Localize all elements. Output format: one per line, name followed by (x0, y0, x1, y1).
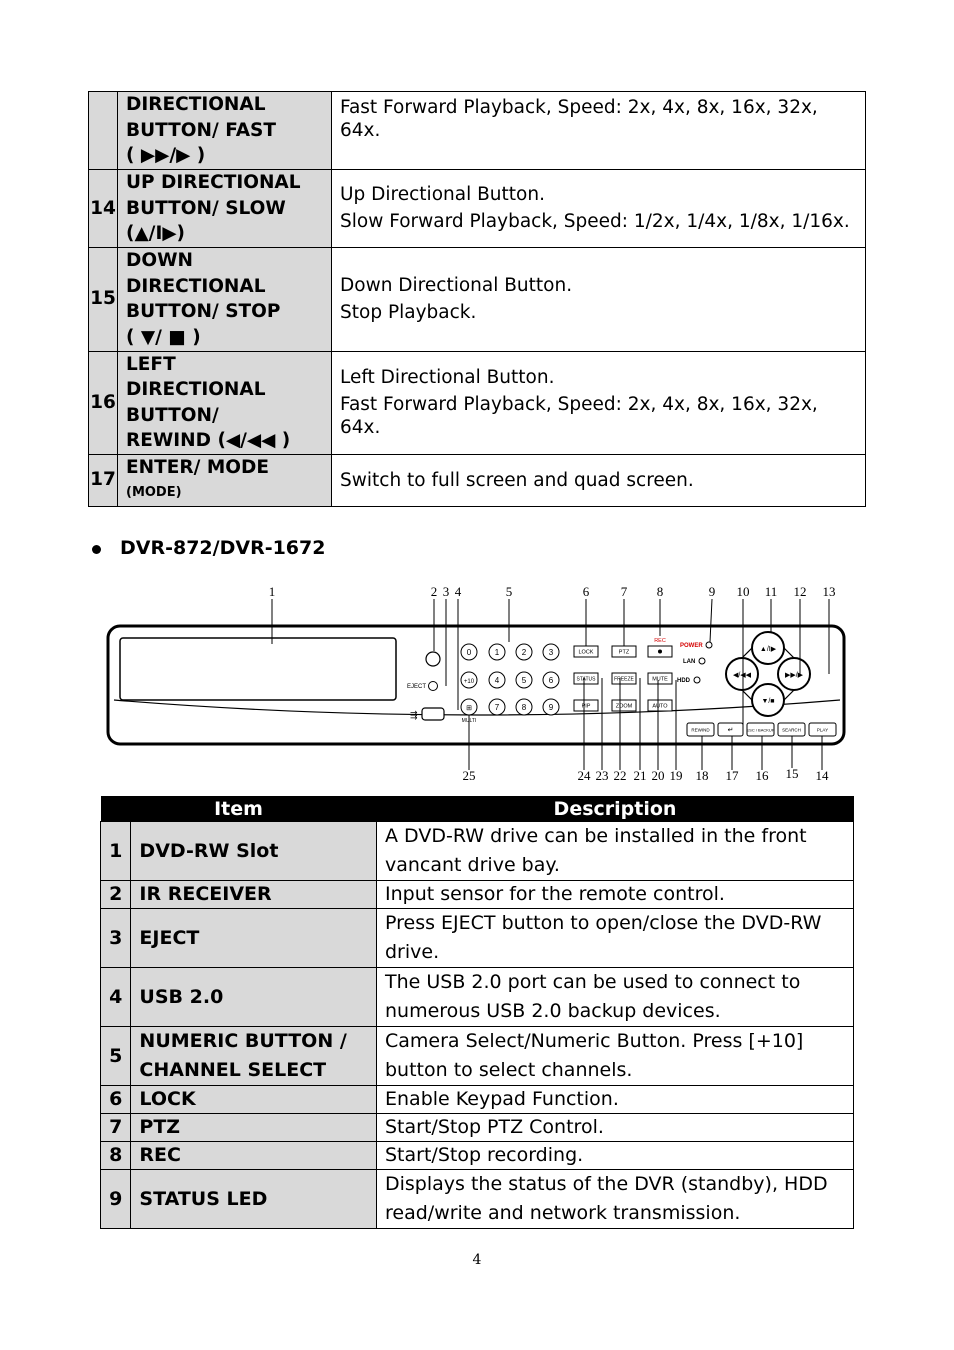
svg-text:21: 21 (633, 768, 647, 783)
usb-port (422, 708, 444, 720)
row-number: 14 (89, 170, 118, 248)
row-number: 16 (89, 351, 118, 454)
svg-text:19: 19 (669, 768, 683, 783)
item-description: The USB 2.0 port can be used to connect to numerous USB 2.0 backup devices. (377, 968, 854, 1027)
svg-text:25: 25 (462, 768, 476, 783)
button-description: Switch to full screen and quad screen. (332, 454, 866, 506)
svg-text:13: 13 (822, 584, 836, 599)
table-row (101, 1142, 854, 1170)
row-number: 17 (89, 454, 118, 506)
table-header-row (101, 796, 854, 822)
table-row (101, 822, 854, 881)
item-number: 5 (101, 1027, 131, 1086)
table-row (89, 454, 866, 506)
svg-text:23: 23 (595, 768, 609, 783)
item-name: REC (131, 1142, 377, 1170)
svg-text:14: 14 (815, 768, 829, 783)
usb-icon: ⇶ (410, 710, 418, 720)
item-number: 9 (101, 1170, 131, 1229)
svg-text:8: 8 (521, 703, 527, 712)
svg-text:3: 3 (548, 648, 554, 657)
svg-text:5: 5 (505, 584, 513, 599)
item-number: 2 (101, 881, 131, 909)
item-description: A DVD-RW drive can be installed in the front vancant drive bay. (377, 822, 854, 881)
eject-button (429, 682, 438, 691)
svg-text:↵: ↵ (727, 727, 734, 734)
svg-text:1: 1 (494, 648, 500, 657)
item-description: Start/Stop recording. (377, 1142, 854, 1170)
section-title: DVR-872/DVR-1672 (120, 537, 326, 559)
button-description: Fast Forward Playback, Speed: 2x, 4x, 8x, 16x, 32x, 64x. (332, 92, 866, 170)
button-description: Down Directional Button. Stop Playback. (332, 247, 866, 351)
front-panel-item-table (100, 796, 854, 1229)
hdd-label: HDD (677, 678, 690, 684)
svg-text:PTZ: PTZ (618, 649, 630, 656)
svg-text:STATUS: STATUS (576, 676, 596, 683)
svg-text:ESC / BACKUP: ESC / BACKUP (746, 727, 775, 733)
item-name: NUMERIC BUTTON / CHANNEL SELECT (131, 1027, 377, 1086)
svg-text:6: 6 (548, 676, 554, 685)
item-number: 1 (101, 822, 131, 881)
svg-text:9: 9 (548, 703, 554, 712)
item-name: EJECT (131, 909, 377, 968)
svg-text:LOCK: LOCK (578, 649, 594, 656)
button-description: Left Directional Button. Fast Forward Playback, Speed: 2x, 4x, 8x, 16x, 32x, 64x. (332, 351, 866, 454)
header-description: Description (377, 796, 854, 822)
svg-text:24: 24 (577, 768, 591, 783)
eject-label: EJECT (407, 684, 427, 690)
svg-text:⊞: ⊞ (466, 705, 472, 712)
svg-text:12: 12 (793, 584, 807, 599)
svg-text:AUTO: AUTO (652, 703, 668, 710)
svg-text:1: 1 (268, 584, 276, 599)
item-name: USB 2.0 (131, 968, 377, 1027)
svg-text:2: 2 (430, 584, 438, 599)
svg-text:0: 0 (466, 648, 472, 657)
callout-numbers-top (269, 584, 836, 599)
header-item: Item (101, 796, 377, 822)
item-description: Displays the status of the DVR (standby), HDD read/write and network transmission. (377, 1170, 854, 1229)
item-description: Start/Stop PTZ Control. (377, 1114, 854, 1142)
item-number: 4 (101, 968, 131, 1027)
front-panel-diagram (100, 580, 860, 790)
rec-label: REC (654, 638, 666, 644)
item-number: 7 (101, 1114, 131, 1142)
callout-numbers-bottom (463, 766, 830, 783)
item-name: IR RECEIVER (131, 881, 377, 909)
button-name: UP DIRECTIONAL BUTTON/ SLOW (▲/I▶) (118, 170, 332, 248)
svg-text:4: 4 (454, 584, 462, 599)
lan-label: LAN (683, 659, 696, 665)
power-led (706, 642, 712, 648)
svg-text:PIP: PIP (581, 703, 591, 710)
table-row (89, 170, 866, 248)
ir-receiver (426, 652, 440, 666)
item-number: 6 (101, 1086, 131, 1114)
svg-text:4: 4 (494, 676, 500, 685)
svg-text:11: 11 (764, 584, 778, 599)
svg-text:8: 8 (656, 584, 664, 599)
table-row (89, 247, 866, 351)
item-description: Enable Keypad Function. (377, 1086, 854, 1114)
row-number (89, 92, 118, 170)
svg-text:3: 3 (442, 584, 450, 599)
item-number: 3 (101, 909, 131, 968)
item-description: Input sensor for the remote control. (377, 881, 854, 909)
table-row (101, 909, 854, 968)
table-row (89, 92, 866, 170)
multi-label: MULTI (461, 718, 477, 724)
svg-text:MUTE: MUTE (652, 676, 668, 683)
svg-text:16: 16 (755, 768, 769, 783)
svg-text:REWIND: REWIND (691, 727, 710, 733)
hdd-led (694, 677, 700, 683)
svg-text:20: 20 (651, 768, 665, 783)
table-row (101, 1114, 854, 1142)
svg-text:7: 7 (620, 584, 628, 599)
svg-text:10: 10 (736, 584, 750, 599)
item-description: Camera Select/Numeric Button. Press [+10] button to select channels. (377, 1027, 854, 1086)
svg-text:▲/I▶: ▲/I▶ (759, 646, 777, 653)
row-number: 15 (89, 247, 118, 351)
svg-text:SEARCH: SEARCH (782, 727, 801, 733)
item-name: DVD-RW Slot (131, 822, 377, 881)
table-row (101, 1027, 854, 1086)
svg-text:6: 6 (582, 584, 590, 599)
button-name: DOWN DIRECTIONAL BUTTON/ STOP ( ▼/ ■ ) (118, 247, 332, 351)
svg-text:◀/◀◀: ◀/◀◀ (732, 672, 752, 679)
svg-text:▶▶/▶: ▶▶/▶ (784, 672, 804, 679)
bullet-icon (92, 545, 101, 554)
svg-text:9: 9 (708, 584, 716, 599)
button-description-table-continued (88, 91, 866, 507)
svg-text:ZOOM: ZOOM (615, 703, 633, 710)
item-name: LOCK (131, 1086, 377, 1114)
page-number: 4 (472, 1252, 482, 1268)
item-name: PTZ (131, 1114, 377, 1142)
function-buttons (574, 638, 672, 711)
table-row (101, 1086, 854, 1114)
table-row (101, 1170, 854, 1229)
table-row (89, 351, 866, 454)
svg-text:PLAY: PLAY (816, 727, 829, 733)
lan-led (699, 658, 705, 664)
table-row (101, 881, 854, 909)
svg-text:+10: +10 (463, 679, 475, 685)
mode-icon: (MODE) (126, 485, 182, 500)
svg-text:2: 2 (521, 648, 527, 657)
button-name: LEFT DIRECTIONAL BUTTON/ REWIND (◀/◀◀ ) (118, 351, 332, 454)
svg-text:18: 18 (695, 768, 709, 783)
button-name: DIRECTIONAL BUTTON/ FAST ( ▶▶/▶ ) (118, 92, 332, 170)
svg-text:5: 5 (521, 676, 527, 685)
button-name: ENTER/ MODE (MODE) (118, 454, 332, 506)
svg-text:▼/■: ▼/■ (761, 698, 775, 705)
dvd-slot (120, 638, 396, 700)
power-label: POWER (680, 643, 703, 649)
svg-text:7: 7 (494, 703, 500, 712)
svg-text:22: 22 (613, 768, 627, 783)
table-row (101, 968, 854, 1027)
bottom-buttons (687, 723, 836, 736)
svg-text:17: 17 (725, 768, 739, 783)
svg-text:15: 15 (785, 766, 799, 781)
item-number: 8 (101, 1142, 131, 1170)
svg-text:FREEZE: FREEZE (614, 676, 634, 683)
item-description: Press EJECT button to open/close the DVD-RW drive. (377, 909, 854, 968)
button-description: Up Directional Button. Slow Forward Playback, Speed: 1/2x, 1/4x, 1/8x, 1/16x. (332, 170, 866, 248)
item-name: STATUS LED (131, 1170, 377, 1229)
